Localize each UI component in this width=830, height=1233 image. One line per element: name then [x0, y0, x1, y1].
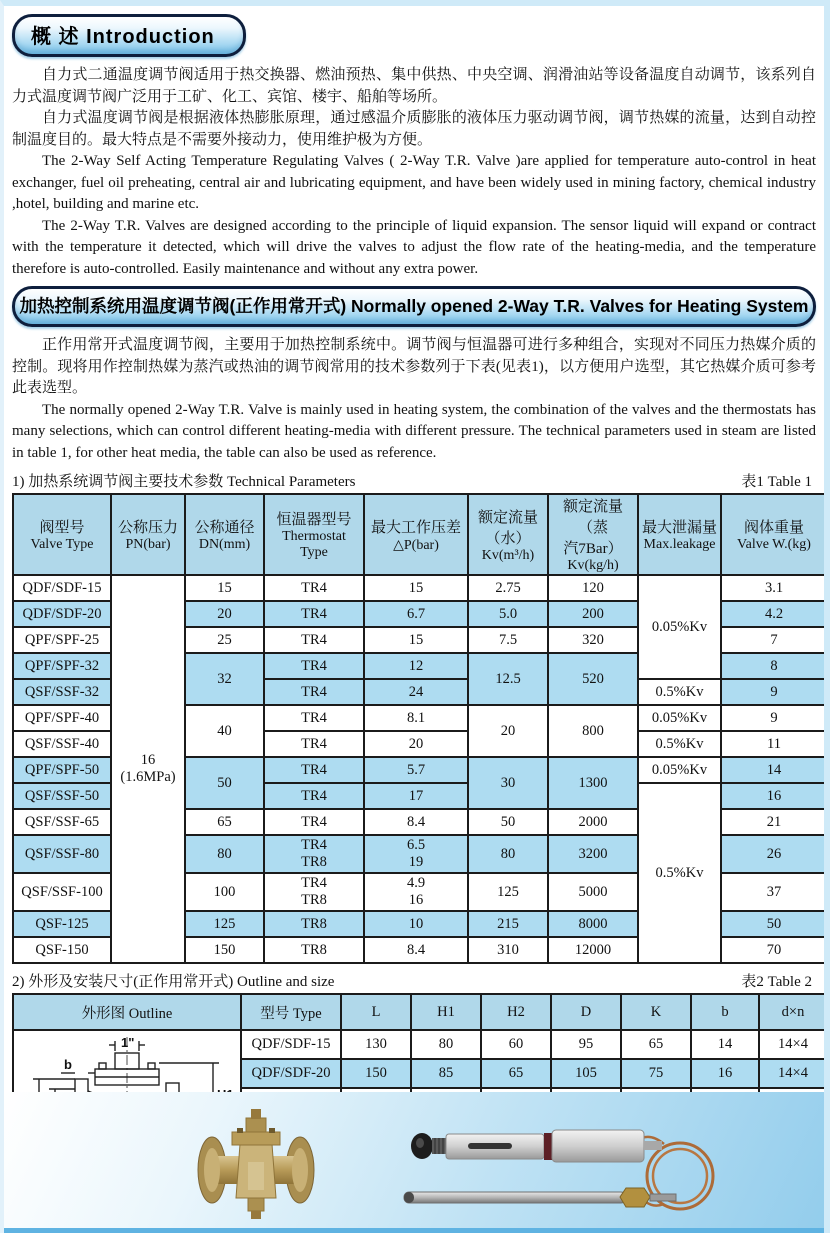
table1-caption [12, 470, 816, 491]
cell-thermostat: TR4 [264, 757, 364, 783]
cell-dn: 40 [185, 705, 264, 757]
cell-dxn: 14×4 [759, 1030, 827, 1059]
table-row [13, 575, 827, 601]
cell-leakage: 0.5%Kv [638, 731, 721, 757]
cell-dp: 5.7 [364, 757, 468, 783]
cell-weight: 9 [721, 679, 827, 705]
cell-leakage: 0.5%Kv [638, 679, 721, 705]
cell-thermostat: TR8 [264, 937, 364, 963]
cell-kv-water: 5.0 [468, 601, 548, 627]
cell-K: 65 [621, 1030, 691, 1059]
cell-kv-steam: 2000 [548, 809, 638, 835]
svg-text:b: b [64, 1057, 72, 1072]
cell-H1: 80 [411, 1030, 481, 1059]
cell-kv-steam: 800 [548, 705, 638, 757]
cell-dp: 15 [364, 575, 468, 601]
cell-kv-steam: 12000 [548, 937, 638, 963]
cell-H2: 60 [481, 1030, 551, 1059]
intro-section-header: 概 述 Introduction [12, 14, 246, 57]
table2-caption-right: 表2 Table 2 [741, 974, 812, 990]
cell-thermostat: TR4 TR8 [264, 835, 364, 873]
cell-dp: 12 [364, 653, 468, 679]
col-type: 型号 Type [241, 994, 341, 1030]
cell-dp: 6.5 19 [364, 835, 468, 873]
cell-weight: 14 [721, 757, 827, 783]
cell-thermostat: TR4 [264, 601, 364, 627]
cell-dp: 8.4 [364, 809, 468, 835]
cell-kv-water: 310 [468, 937, 548, 963]
col-max-leakage: 最大泄漏量 Max.leakage [638, 494, 721, 575]
cell-weight: 70 [721, 937, 827, 963]
cell-type: QPF/SPF-40 [13, 705, 111, 731]
cell-H2: 65 [481, 1059, 551, 1088]
cell-kv-water: 80 [468, 835, 548, 873]
cell-dn: 150 [185, 937, 264, 963]
cell-kv-water: 7.5 [468, 627, 548, 653]
cell-thermostat: TR8 [264, 911, 364, 937]
table1-header-row [13, 494, 827, 575]
cell-weight: 7 [721, 627, 827, 653]
cell-dn: 25 [185, 627, 264, 653]
cell-kv-water: 215 [468, 911, 548, 937]
product-photos-panel [4, 1092, 824, 1233]
cell-kv-steam: 1300 [548, 757, 638, 809]
col-outline: 外形图 Outline [13, 994, 241, 1030]
cell-L: 150 [341, 1059, 411, 1088]
cell-type: QPF/SPF-25 [13, 627, 111, 653]
cell-type: QSF/SSF-100 [13, 873, 111, 911]
col-kv-water: 额定流量 （水） Kv(m³/h) [468, 494, 548, 575]
table-row [13, 1030, 827, 1059]
cell-type: QSF/SSF-80 [13, 835, 111, 873]
cell-dp: 8.4 [364, 937, 468, 963]
cell-thermostat: TR4 [264, 809, 364, 835]
cell-type: QDF/SDF-20 [13, 601, 111, 627]
cell-dp: 10 [364, 911, 468, 937]
cell-weight: 4.2 [721, 601, 827, 627]
cell-kv-steam: 5000 [548, 873, 638, 911]
cell-kv-steam: 200 [548, 601, 638, 627]
cell-dp: 15 [364, 627, 468, 653]
heating-cn-paragraph: 正作用常开式温度调节阀，主要用于加热控制系统中。调节阀与恒温器可进行多种组合，实现对不同压力热媒介质的控制。现将用作控制热媒为蒸汽或热油的调节阀常用的技术参数列于下表(见表1)，以方便用户选型，其它热媒介质可参考此表选型。 [12, 337, 816, 396]
cell-dn: 80 [185, 835, 264, 873]
page-content [4, 6, 824, 1206]
cell-thermostat: TR4 [264, 783, 364, 809]
cell-weight: 11 [721, 731, 827, 757]
cell-H1: 85 [411, 1059, 481, 1088]
cell-weight: 37 [721, 873, 827, 911]
table2-caption [12, 970, 816, 991]
heating-en-paragraph: The normally opened 2-Way T.R. Valve is mainly used in heating system, the combination of the valves and the thermostats has many selections, which can control different heating-media with different pressure. The technical parameters used in steam are listed in table 1, for other heat media, the table can also be used as reference. [12, 401, 816, 461]
cell-dn: 100 [185, 873, 264, 911]
col-D: D [551, 994, 621, 1030]
cell-pn: 16 (1.6MPa) [111, 575, 185, 963]
col-H1: H1 [411, 994, 481, 1030]
cell-thermostat: TR4 [264, 627, 364, 653]
col-dxn: d×n [759, 994, 827, 1030]
col-thermostat: 恒温器型号 Thermostat Type [264, 494, 364, 575]
cell-leakage: 0.05%Kv [638, 575, 721, 679]
cell-type: QPF/SPF-32 [13, 653, 111, 679]
table2-header-row [13, 994, 827, 1030]
cell-leakage: 0.5%Kv [638, 783, 721, 963]
cell-kv-steam: 520 [548, 653, 638, 705]
cell-dp: 24 [364, 679, 468, 705]
cell-type: QPF/SPF-50 [13, 757, 111, 783]
cell-weight: 16 [721, 783, 827, 809]
cell-weight: 3.1 [721, 575, 827, 601]
col-b: b [691, 994, 759, 1030]
cell-weight: 50 [721, 911, 827, 937]
cell-K: 75 [621, 1059, 691, 1088]
intro-paragraphs [12, 65, 816, 280]
cell-kv-water: 125 [468, 873, 548, 911]
col-K: K [621, 994, 691, 1030]
cell-dn: 15 [185, 575, 264, 601]
cell-L: 130 [341, 1030, 411, 1059]
cell-type: QSF/SSF-40 [13, 731, 111, 757]
cell-dp: 4.9 16 [364, 873, 468, 911]
cell-kv-water: 12.5 [468, 653, 548, 705]
cell-thermostat: TR4 [264, 731, 364, 757]
cell-thermostat: TR4 [264, 679, 364, 705]
thermostat-sensor-photo [402, 1108, 734, 1218]
cell-type: QSF/SSF-65 [13, 809, 111, 835]
cell-type: QDF/SDF-15 [13, 575, 111, 601]
cell-dn: 32 [185, 653, 264, 705]
heating-paragraphs [12, 335, 816, 464]
table1-caption-right: 表1 Table 1 [741, 474, 812, 490]
col-valve-weight: 阀体重量 Valve W.(kg) [721, 494, 827, 575]
cell-dp: 17 [364, 783, 468, 809]
cell-dn: 125 [185, 911, 264, 937]
cell-thermostat: TR4 TR8 [264, 873, 364, 911]
cell-b: 16 [691, 1059, 759, 1088]
cell-kv-water: 50 [468, 809, 548, 835]
cell-D: 105 [551, 1059, 621, 1088]
cell-kv-water: 2.75 [468, 575, 548, 601]
intro-en-paragraph-2: The 2-Way T.R. Valves are designed according to the principle of liquid expansion. The sensor liquid will expand or contract with the temperature it detected, which will drive the valves to adjust the flow rate of the heating-media, and the temperature therefore is auto-controlled. Easily maintenance and without any extra power. [12, 217, 816, 277]
cell-weight: 21 [721, 809, 827, 835]
brass-valve-photo [196, 1106, 316, 1222]
heating-section-header: 加热控制系统用温度调节阀(正作用常开式) Normally opened 2-Way T.R. Valves for Heating System [12, 286, 816, 327]
cell-kv-steam: 120 [548, 575, 638, 601]
cell-type: QSF/SSF-32 [13, 679, 111, 705]
cell-weight: 9 [721, 705, 827, 731]
cell-type: QSF-125 [13, 911, 111, 937]
col-dn: 公称通径 DN(mm) [185, 494, 264, 575]
cell-thermostat: TR4 [264, 575, 364, 601]
cell-thermostat: TR4 [264, 705, 364, 731]
cell-D: 95 [551, 1030, 621, 1059]
cell-leakage: 0.05%Kv [638, 705, 721, 731]
intro-cn-paragraph-2: 自力式温度调节阀是根据液体热膨胀原理，通过感温介质膨胀的液体压力驱动调节阀，调节热媒的流量，达到自动控制温度目的。最大特点是不需要外接动力，使用维护极为方便。 [12, 110, 816, 148]
cell-type: QSF-150 [13, 937, 111, 963]
cell-type: QDF/SDF-15 [241, 1030, 341, 1059]
col-valve-type: 阀型号 Valve Type [13, 494, 111, 575]
cell-kv-steam: 3200 [548, 835, 638, 873]
table1-caption-left: 1) 加热系统调节阀主要技术参数 Technical Parameters [12, 474, 356, 490]
col-H2: H2 [481, 994, 551, 1030]
cell-thermostat: TR4 [264, 653, 364, 679]
intro-cn-paragraph-1: 自力式二通温度调节阀适用于热交换器、燃油预热、集中供热、中央空调、润滑油站等设备温度自动调节，该系列自力式温度调节阀广泛用于工矿、化工、宾馆、楼宇、船舶等场所。 [12, 67, 816, 105]
col-L: L [341, 994, 411, 1030]
cell-weight: 26 [721, 835, 827, 873]
intro-en-paragraph-1: The 2-Way Self Acting Temperature Regulating Valves ( 2-Way T.R. Valve )are applied for temperature auto-control in heat exchanger, fuel oil preheating, central air and lubricating equipment, and have been widely used in mining factory, chemical industry ,hotel, building and marine etc. [12, 153, 816, 212]
svg-text:1": 1" [121, 1035, 135, 1050]
cell-kv-steam: 8000 [548, 911, 638, 937]
cell-kv-water: 30 [468, 757, 548, 809]
cell-kv-water: 20 [468, 705, 548, 757]
cell-dn: 20 [185, 601, 264, 627]
col-dp: 最大工作压差 △P(bar) [364, 494, 468, 575]
cell-kv-steam: 320 [548, 627, 638, 653]
cell-b: 14 [691, 1030, 759, 1059]
table2-caption-left: 2) 外形及安装尺寸(正作用常开式) Outline and size [12, 974, 335, 990]
cell-dp: 6.7 [364, 601, 468, 627]
cell-weight: 8 [721, 653, 827, 679]
cell-dn: 50 [185, 757, 264, 809]
cell-dp: 8.1 [364, 705, 468, 731]
cell-dxn: 14×4 [759, 1059, 827, 1088]
cell-leakage: 0.05%Kv [638, 757, 721, 783]
cell-type: QSF/SSF-50 [13, 783, 111, 809]
cell-type: QDF/SDF-20 [241, 1059, 341, 1088]
cell-dp: 20 [364, 731, 468, 757]
cell-dn: 65 [185, 809, 264, 835]
col-pn: 公称压力 PN(bar) [111, 494, 185, 575]
col-kv-steam: 额定流量（蒸 汽7Bar） Kv(kg/h) [548, 494, 638, 575]
technical-parameters-table [12, 493, 828, 964]
